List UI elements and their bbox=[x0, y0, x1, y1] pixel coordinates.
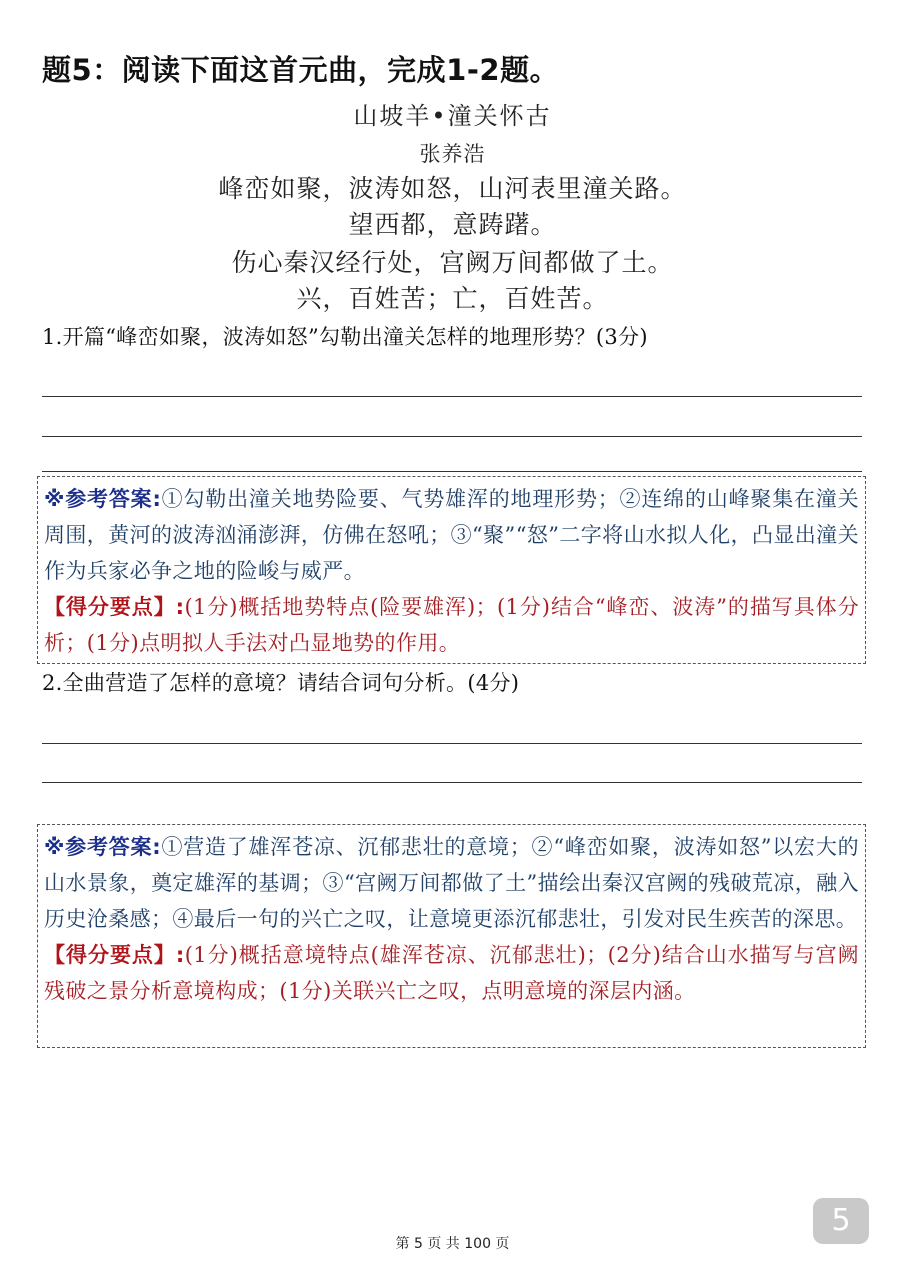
reference-answer-label: ※参考答案: bbox=[44, 835, 162, 859]
page-number-badge: 5 bbox=[813, 1198, 869, 1244]
answer-blank-line bbox=[42, 743, 862, 744]
poem-line: 兴，百姓苦；亡，百姓苦。 bbox=[296, 284, 609, 313]
reference-answer bbox=[44, 481, 859, 589]
question-2: 2.全曲营造了怎样的意境？请结合词句分析。(4分) bbox=[42, 671, 520, 695]
scoring-points-text: (1分)概括意境特点(雄浑苍凉、沉郁悲壮)；(2分)结合山水描写与宫阙残破之景分析意境构成；(1分)关联兴亡之叹，点明意境的深层内涵。 bbox=[44, 943, 859, 1003]
reference-answer-text: ①勾勒出潼关地势险要、气势雄浑的地理形势；②连绵的山峰聚集在潼关周围，黄河的波涛汹涌澎湃，仿佛在怒吼；③“聚”“怒”二字将山水拟人化，凸显出潼关作为兵家必争之地的险峻与威严。 bbox=[44, 487, 860, 583]
answer-blank-line bbox=[42, 782, 862, 783]
question-group-heading: 题5：阅读下面这首元曲，完成1-2题。 bbox=[42, 53, 560, 87]
scoring-points-label: 【得分要点】: bbox=[44, 595, 185, 619]
answer-blank-line bbox=[42, 396, 862, 397]
poem-line: 峰峦如聚，波涛如怒，山河表里潼关路。 bbox=[218, 174, 687, 203]
page-footer: 第 5 页 共 100 页 bbox=[395, 1236, 510, 1252]
answer-blank-line bbox=[42, 436, 862, 437]
reference-answer bbox=[44, 829, 859, 937]
reference-answer-box-2 bbox=[37, 824, 866, 1048]
scoring-points-text: (1分)概括地势特点(险要雄浑)；(1分)结合“峰峦、波涛”的描写具体分析；(1分)点明拟人手法对凸显地势的作用。 bbox=[44, 595, 859, 655]
scoring-points bbox=[44, 589, 859, 661]
poem-author: 张养浩 bbox=[419, 142, 486, 166]
scoring-points bbox=[44, 937, 859, 1009]
poem-title: 山坡羊•潼关怀古 bbox=[353, 102, 552, 130]
scoring-points-label: 【得分要点】: bbox=[44, 943, 185, 967]
answer-blank-line bbox=[42, 471, 862, 472]
poem-line: 望西都，意踌躇。 bbox=[348, 210, 557, 239]
reference-answer-box-1 bbox=[37, 476, 866, 664]
reference-answer-text: ①营造了雄浑苍凉、沉郁悲壮的意境；②“峰峦如聚，波涛如怒”以宏大的山水景象，奠定雄浑的基调；③“宫阙万间都做了土”描绘出秦汉宫阙的残破荒凉，融入历史沧桑感；④最后一句的兴亡之叹，让意境更添沉郁悲壮，引发对民生疾苦的深思。 bbox=[44, 835, 859, 931]
reference-answer-label: ※参考答案: bbox=[44, 487, 162, 511]
question-1: 1.开篇“峰峦如聚，波涛如怒”勾勒出潼关怎样的地理形势？(3分) bbox=[42, 325, 648, 349]
poem-line: 伤心秦汉经行处，宫阙万间都做了土。 bbox=[231, 248, 674, 277]
